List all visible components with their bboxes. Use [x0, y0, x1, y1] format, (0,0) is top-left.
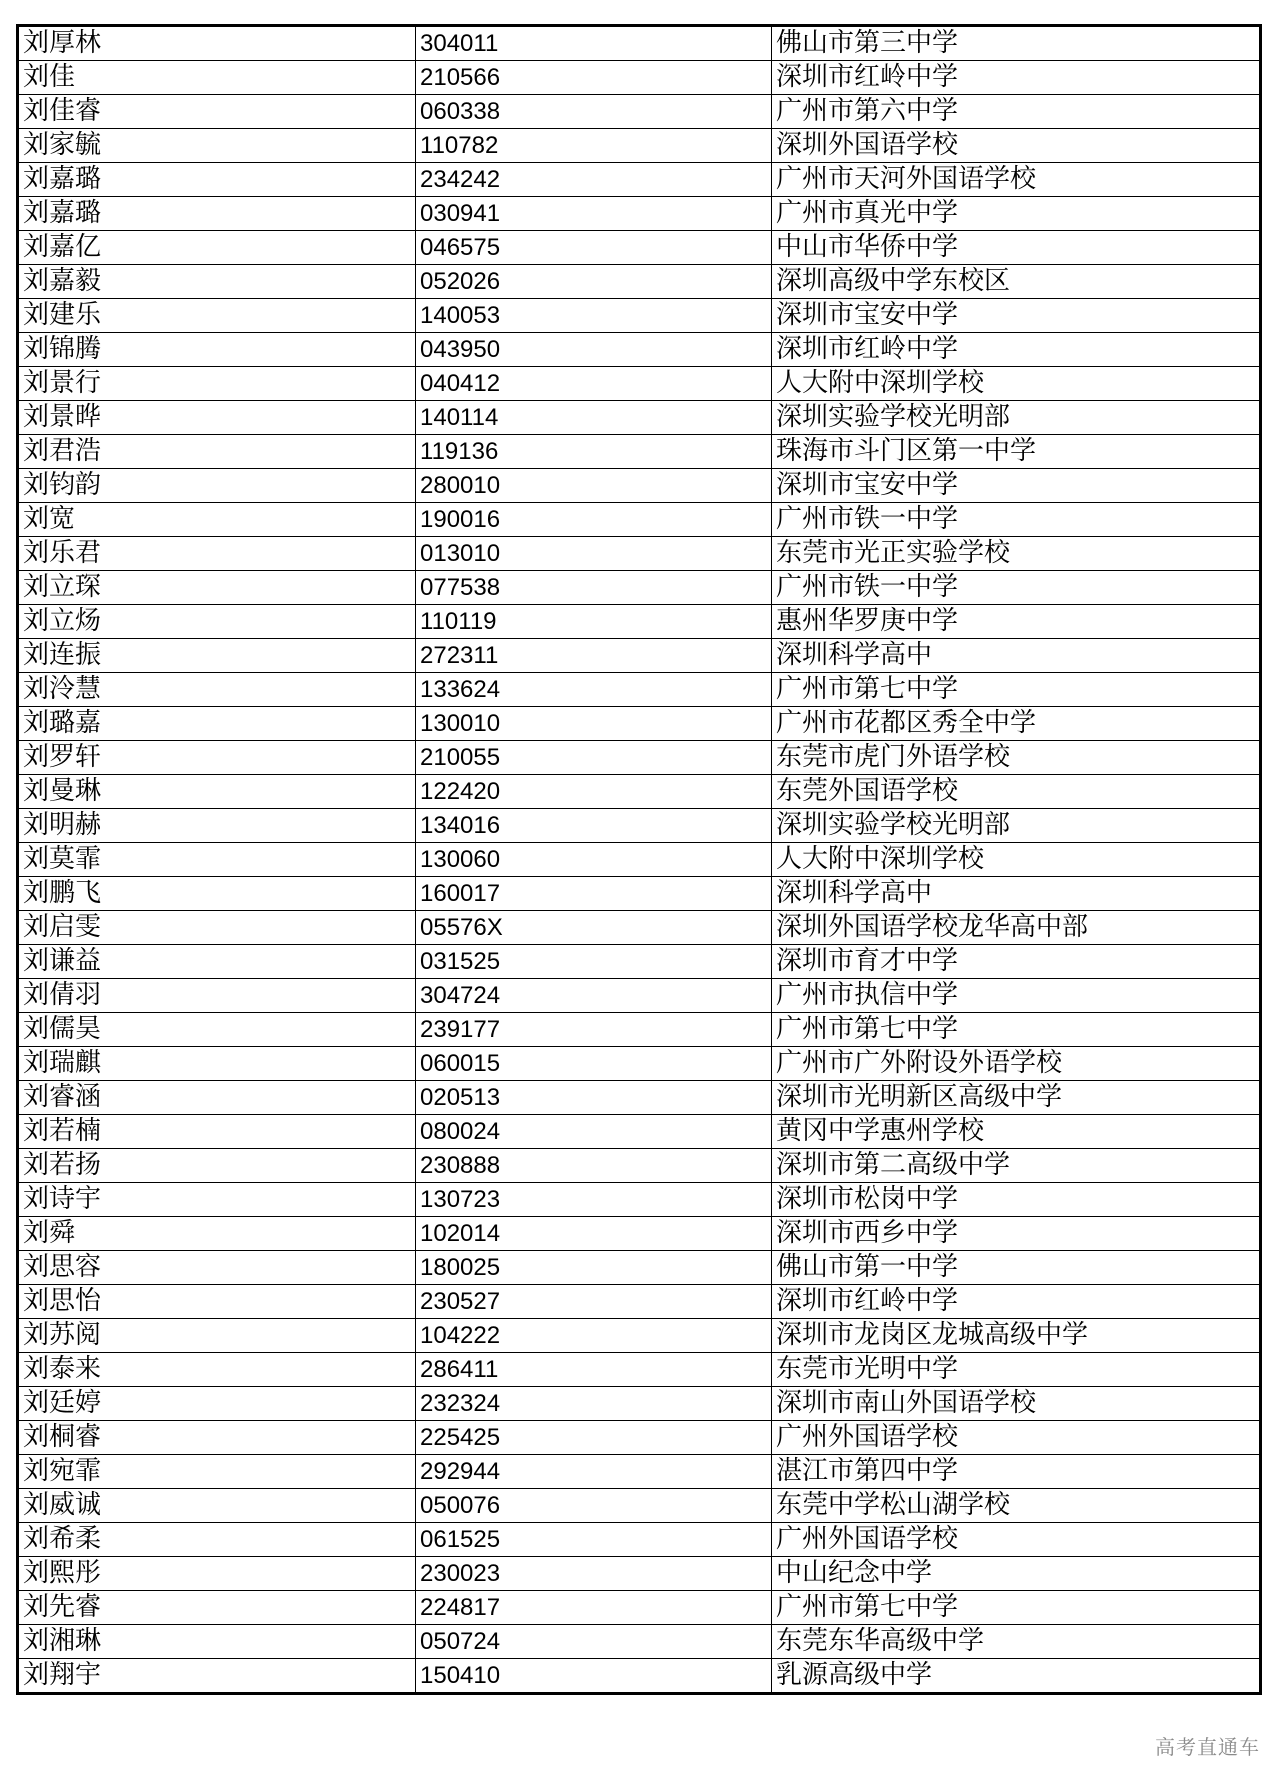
table-row	[19, 1353, 1260, 1387]
school-name-cell: 中山市华侨中学	[772, 231, 1260, 265]
table-row	[19, 1251, 1260, 1285]
student-name-cell: 刘家毓	[19, 129, 416, 163]
school-name-cell: 人大附中深圳学校	[772, 843, 1260, 877]
table-row	[19, 333, 1260, 367]
table-row	[19, 775, 1260, 809]
student-name-cell: 刘若楠	[19, 1115, 416, 1149]
student-name-cell: 刘翔宇	[19, 1659, 416, 1693]
student-id-cell: 234242	[416, 163, 772, 197]
school-name-cell: 东莞东华高级中学	[772, 1625, 1260, 1659]
student-id-cell: 050724	[416, 1625, 772, 1659]
student-id-cell: 130723	[416, 1183, 772, 1217]
school-name-cell: 湛江市第四中学	[772, 1455, 1260, 1489]
student-name-cell: 刘儒昊	[19, 1013, 416, 1047]
school-name-cell: 黄冈中学惠州学校	[772, 1115, 1260, 1149]
student-id-cell: 040412	[416, 367, 772, 401]
student-name-cell: 刘谦益	[19, 945, 416, 979]
table-row	[19, 707, 1260, 741]
student-id-cell: 292944	[416, 1455, 772, 1489]
table-row	[19, 163, 1260, 197]
school-name-cell: 深圳市龙岗区龙城高级中学	[772, 1319, 1260, 1353]
school-name-cell: 深圳高级中学东校区	[772, 265, 1260, 299]
student-id-cell: 119136	[416, 435, 772, 469]
student-id-cell: 239177	[416, 1013, 772, 1047]
student-id-cell: 230527	[416, 1285, 772, 1319]
student-name-cell: 刘明赫	[19, 809, 416, 843]
student-name-cell: 刘莫霏	[19, 843, 416, 877]
student-id-cell: 104222	[416, 1319, 772, 1353]
student-id-cell: 050076	[416, 1489, 772, 1523]
student-id-cell: 080024	[416, 1115, 772, 1149]
student-id-cell: 280010	[416, 469, 772, 503]
school-name-cell: 深圳市西乡中学	[772, 1217, 1260, 1251]
student-name-cell: 刘桐睿	[19, 1421, 416, 1455]
school-name-cell: 广州市广外附设外语学校	[772, 1047, 1260, 1081]
school-name-cell: 深圳实验学校光明部	[772, 401, 1260, 435]
student-name-cell: 刘佳睿	[19, 95, 416, 129]
table-row	[19, 741, 1260, 775]
table-row	[19, 1217, 1260, 1251]
student-id-cell: 140114	[416, 401, 772, 435]
student-id-cell: 225425	[416, 1421, 772, 1455]
student-id-cell: 077538	[416, 571, 772, 605]
student-id-cell: 130010	[416, 707, 772, 741]
student-name-cell: 刘先睿	[19, 1591, 416, 1625]
school-name-cell: 深圳市育才中学	[772, 945, 1260, 979]
school-name-cell: 东莞市光明中学	[772, 1353, 1260, 1387]
student-name-cell: 刘嘉亿	[19, 231, 416, 265]
student-name-cell: 刘佳	[19, 61, 416, 95]
school-name-cell: 深圳科学高中	[772, 877, 1260, 911]
school-name-cell: 东莞中学松山湖学校	[772, 1489, 1260, 1523]
student-id-cell: 286411	[416, 1353, 772, 1387]
school-name-cell: 广州市第六中学	[772, 95, 1260, 129]
school-name-cell: 深圳市红岭中学	[772, 61, 1260, 95]
student-id-cell: 110119	[416, 605, 772, 639]
student-name-cell: 刘舜	[19, 1217, 416, 1251]
table-row	[19, 571, 1260, 605]
student-id-cell: 060338	[416, 95, 772, 129]
student-name-cell: 刘嘉璐	[19, 197, 416, 231]
table-row	[19, 1591, 1260, 1625]
student-id-cell: 180025	[416, 1251, 772, 1285]
student-name-cell: 刘瑞麒	[19, 1047, 416, 1081]
school-name-cell: 深圳市南山外国语学校	[772, 1387, 1260, 1421]
school-name-cell: 深圳市宝安中学	[772, 469, 1260, 503]
student-id-cell: 031525	[416, 945, 772, 979]
table-row	[19, 945, 1260, 979]
table-row	[19, 129, 1260, 163]
student-name-cell: 刘倩羽	[19, 979, 416, 1013]
student-id-cell: 052026	[416, 265, 772, 299]
student-name-cell: 刘锦腾	[19, 333, 416, 367]
student-name-cell: 刘曼琳	[19, 775, 416, 809]
student-id-cell: 134016	[416, 809, 772, 843]
school-name-cell: 深圳科学高中	[772, 639, 1260, 673]
table-row	[19, 843, 1260, 877]
table-row	[19, 1183, 1260, 1217]
student-name-cell: 刘泠慧	[19, 673, 416, 707]
student-name-cell: 刘景行	[19, 367, 416, 401]
school-name-cell: 深圳市光明新区高级中学	[772, 1081, 1260, 1115]
student-name-cell: 刘厚林	[19, 27, 416, 61]
student-id-cell: 224817	[416, 1591, 772, 1625]
student-id-cell: 102014	[416, 1217, 772, 1251]
student-name-cell: 刘希柔	[19, 1523, 416, 1557]
table-row	[19, 1387, 1260, 1421]
table-row	[19, 265, 1260, 299]
student-name-cell: 刘廷婷	[19, 1387, 416, 1421]
table-row	[19, 1013, 1260, 1047]
student-id-cell: 190016	[416, 503, 772, 537]
table-row	[19, 503, 1260, 537]
school-name-cell: 广州市第七中学	[772, 1591, 1260, 1625]
school-name-cell: 广州市执信中学	[772, 979, 1260, 1013]
student-id-cell: 160017	[416, 877, 772, 911]
school-name-cell: 乳源高级中学	[772, 1659, 1260, 1693]
student-name-cell: 刘启雯	[19, 911, 416, 945]
student-name-cell: 刘泰来	[19, 1353, 416, 1387]
school-name-cell: 广州市天河外国语学校	[772, 163, 1260, 197]
table-row	[19, 1659, 1260, 1693]
school-name-cell: 佛山市第一中学	[772, 1251, 1260, 1285]
table-row	[19, 1285, 1260, 1319]
school-name-cell: 广州市第七中学	[772, 1013, 1260, 1047]
table-row	[19, 61, 1260, 95]
student-id-cell: 304724	[416, 979, 772, 1013]
school-name-cell: 深圳市松岗中学	[772, 1183, 1260, 1217]
school-name-cell: 深圳外国语学校	[772, 129, 1260, 163]
table-row	[19, 1149, 1260, 1183]
student-id-cell: 060015	[416, 1047, 772, 1081]
student-name-cell: 刘嘉毅	[19, 265, 416, 299]
student-id-cell: 140053	[416, 299, 772, 333]
student-id-cell: 013010	[416, 537, 772, 571]
school-name-cell: 中山纪念中学	[772, 1557, 1260, 1591]
school-name-cell: 佛山市第三中学	[772, 27, 1260, 61]
student-name-cell: 刘诗宇	[19, 1183, 416, 1217]
student-id-cell: 05576X	[416, 911, 772, 945]
table-row	[19, 231, 1260, 265]
table-row	[19, 95, 1260, 129]
watermark-text: 高考直通车	[1155, 1735, 1260, 1759]
table-row	[19, 979, 1260, 1013]
table-row	[19, 27, 1260, 61]
school-name-cell: 广州市第七中学	[772, 673, 1260, 707]
student-id-cell: 061525	[416, 1523, 772, 1557]
school-name-cell: 深圳外国语学校龙华高中部	[772, 911, 1260, 945]
table-row	[19, 809, 1260, 843]
student-id-cell: 272311	[416, 639, 772, 673]
student-name-cell: 刘罗轩	[19, 741, 416, 775]
roster-table	[18, 26, 1260, 1693]
table-row	[19, 639, 1260, 673]
table-row	[19, 911, 1260, 945]
student-name-cell: 刘乐君	[19, 537, 416, 571]
student-id-cell: 130060	[416, 843, 772, 877]
school-name-cell: 惠州华罗庚中学	[772, 605, 1260, 639]
student-name-cell: 刘睿涵	[19, 1081, 416, 1115]
student-name-cell: 刘君浩	[19, 435, 416, 469]
table-row	[19, 537, 1260, 571]
student-name-cell: 刘立琛	[19, 571, 416, 605]
table-row	[19, 673, 1260, 707]
school-name-cell: 广州市铁一中学	[772, 503, 1260, 537]
student-name-cell: 刘连振	[19, 639, 416, 673]
table-row	[19, 367, 1260, 401]
table-row	[19, 1047, 1260, 1081]
student-name-cell: 刘立炀	[19, 605, 416, 639]
school-name-cell: 广州外国语学校	[772, 1523, 1260, 1557]
student-name-cell: 刘建乐	[19, 299, 416, 333]
school-name-cell: 深圳实验学校光明部	[772, 809, 1260, 843]
student-name-cell: 刘思容	[19, 1251, 416, 1285]
student-id-cell: 122420	[416, 775, 772, 809]
table-row	[19, 299, 1260, 333]
student-id-cell: 133624	[416, 673, 772, 707]
student-name-cell: 刘思怡	[19, 1285, 416, 1319]
student-id-cell: 043950	[416, 333, 772, 367]
table-row	[19, 877, 1260, 911]
school-name-cell: 深圳市红岭中学	[772, 333, 1260, 367]
table-row	[19, 197, 1260, 231]
student-name-cell: 刘景晔	[19, 401, 416, 435]
table-row	[19, 1523, 1260, 1557]
school-name-cell: 人大附中深圳学校	[772, 367, 1260, 401]
school-name-cell: 广州市铁一中学	[772, 571, 1260, 605]
school-name-cell: 珠海市斗门区第一中学	[772, 435, 1260, 469]
student-id-cell: 232324	[416, 1387, 772, 1421]
student-id-cell: 046575	[416, 231, 772, 265]
student-id-cell: 030941	[416, 197, 772, 231]
table-row	[19, 1557, 1260, 1591]
student-id-cell: 110782	[416, 129, 772, 163]
school-name-cell: 东莞市虎门外语学校	[772, 741, 1260, 775]
student-name-cell: 刘钧韵	[19, 469, 416, 503]
school-name-cell: 东莞市光正实验学校	[772, 537, 1260, 571]
student-id-cell: 150410	[416, 1659, 772, 1693]
student-id-cell: 230888	[416, 1149, 772, 1183]
school-name-cell: 深圳市第二高级中学	[772, 1149, 1260, 1183]
student-id-cell: 304011	[416, 27, 772, 61]
table-row	[19, 1081, 1260, 1115]
table-row	[19, 605, 1260, 639]
table-row	[19, 1455, 1260, 1489]
student-id-cell: 210566	[416, 61, 772, 95]
student-name-cell: 刘威诚	[19, 1489, 416, 1523]
table-row	[19, 1489, 1260, 1523]
table-row	[19, 1115, 1260, 1149]
student-name-cell: 刘苏阅	[19, 1319, 416, 1353]
table-row	[19, 1421, 1260, 1455]
school-name-cell: 广州市花都区秀全中学	[772, 707, 1260, 741]
table-body	[19, 27, 1260, 1693]
school-name-cell: 东莞外国语学校	[772, 775, 1260, 809]
student-name-cell: 刘璐嘉	[19, 707, 416, 741]
student-name-cell: 刘熙彤	[19, 1557, 416, 1591]
student-name-cell: 刘湘琳	[19, 1625, 416, 1659]
student-name-cell: 刘嘉璐	[19, 163, 416, 197]
table-row	[19, 435, 1260, 469]
student-name-cell: 刘若扬	[19, 1149, 416, 1183]
school-name-cell: 深圳市宝安中学	[772, 299, 1260, 333]
table-row	[19, 401, 1260, 435]
student-name-cell: 刘宽	[19, 503, 416, 537]
table-row	[19, 1319, 1260, 1353]
school-name-cell: 广州外国语学校	[772, 1421, 1260, 1455]
school-name-cell: 深圳市红岭中学	[772, 1285, 1260, 1319]
table-row	[19, 469, 1260, 503]
student-id-cell: 230023	[416, 1557, 772, 1591]
student-name-cell: 刘鹏飞	[19, 877, 416, 911]
student-list-table	[16, 24, 1262, 1695]
table-row	[19, 1625, 1260, 1659]
student-id-cell: 020513	[416, 1081, 772, 1115]
student-id-cell: 210055	[416, 741, 772, 775]
school-name-cell: 广州市真光中学	[772, 197, 1260, 231]
student-name-cell: 刘宛霏	[19, 1455, 416, 1489]
